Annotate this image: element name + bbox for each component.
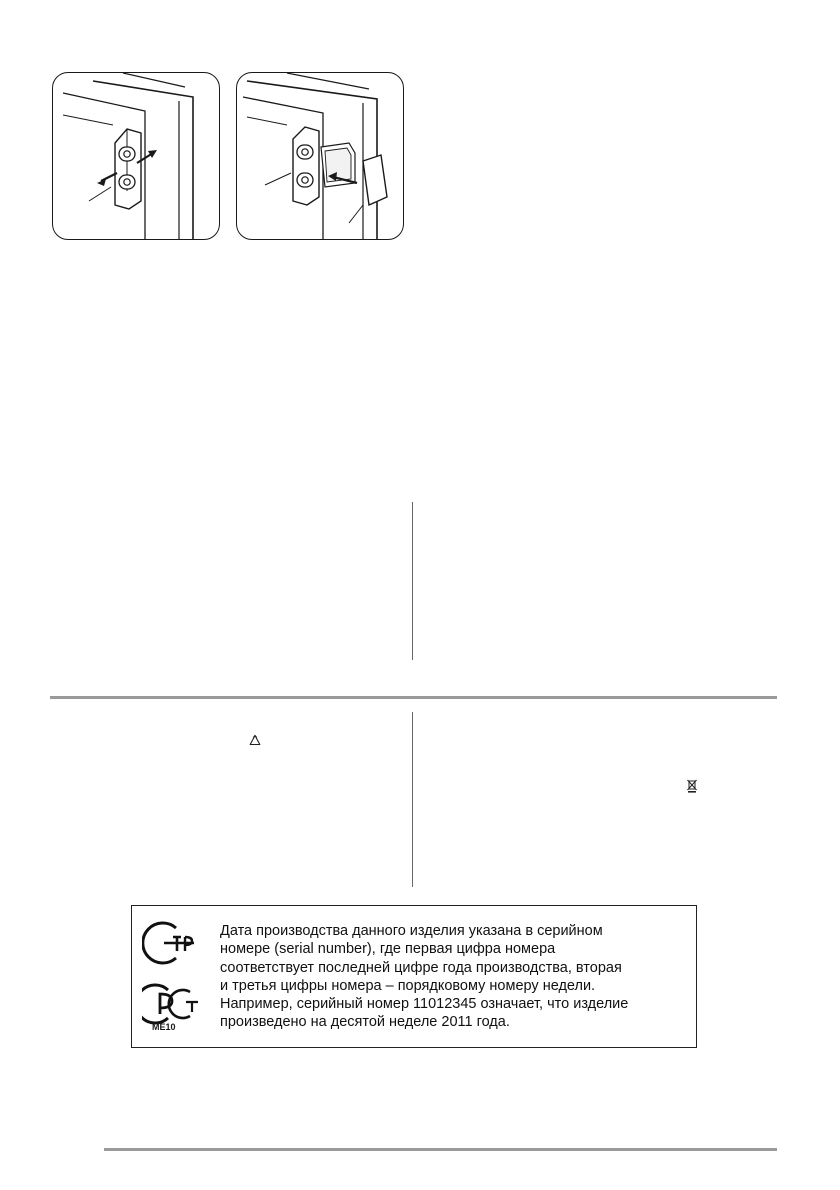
footer-rule bbox=[104, 1148, 777, 1151]
note-line: произведено на десятой неделе 2011 года. bbox=[220, 1014, 510, 1031]
crossed-bin-icon bbox=[686, 779, 698, 795]
column-divider-upper bbox=[412, 502, 413, 660]
note-line: Дата производства данного изделия указана в серийном bbox=[220, 923, 603, 939]
note-line: Например, серийный номер 11012345 означает, что изделие bbox=[220, 996, 629, 1013]
door-hinge-reposition-figure bbox=[53, 73, 220, 240]
certification-logos bbox=[142, 918, 202, 1038]
note-line: соответствует последней цифре года производства, вторая bbox=[220, 959, 622, 976]
production-date-note bbox=[220, 922, 690, 1032]
door-hinge-cover-insert-figure bbox=[237, 73, 404, 240]
hinge-illustration-right bbox=[236, 72, 404, 240]
logo-code-label: ME10 bbox=[152, 1022, 176, 1032]
note-line: номере (serial number), где первая цифра номера bbox=[220, 941, 556, 958]
rostest-pct-mark-icon bbox=[142, 985, 198, 1023]
hinge-illustration-left bbox=[52, 72, 220, 240]
certification-info-box bbox=[131, 905, 697, 1048]
gost-r-eac-mark-icon bbox=[143, 923, 194, 963]
section-rule bbox=[50, 696, 777, 699]
recycle-icon bbox=[248, 734, 262, 750]
column-divider-lower bbox=[412, 712, 413, 887]
note-line: и третья цифры номера – порядковому номеру недели. bbox=[220, 977, 596, 994]
